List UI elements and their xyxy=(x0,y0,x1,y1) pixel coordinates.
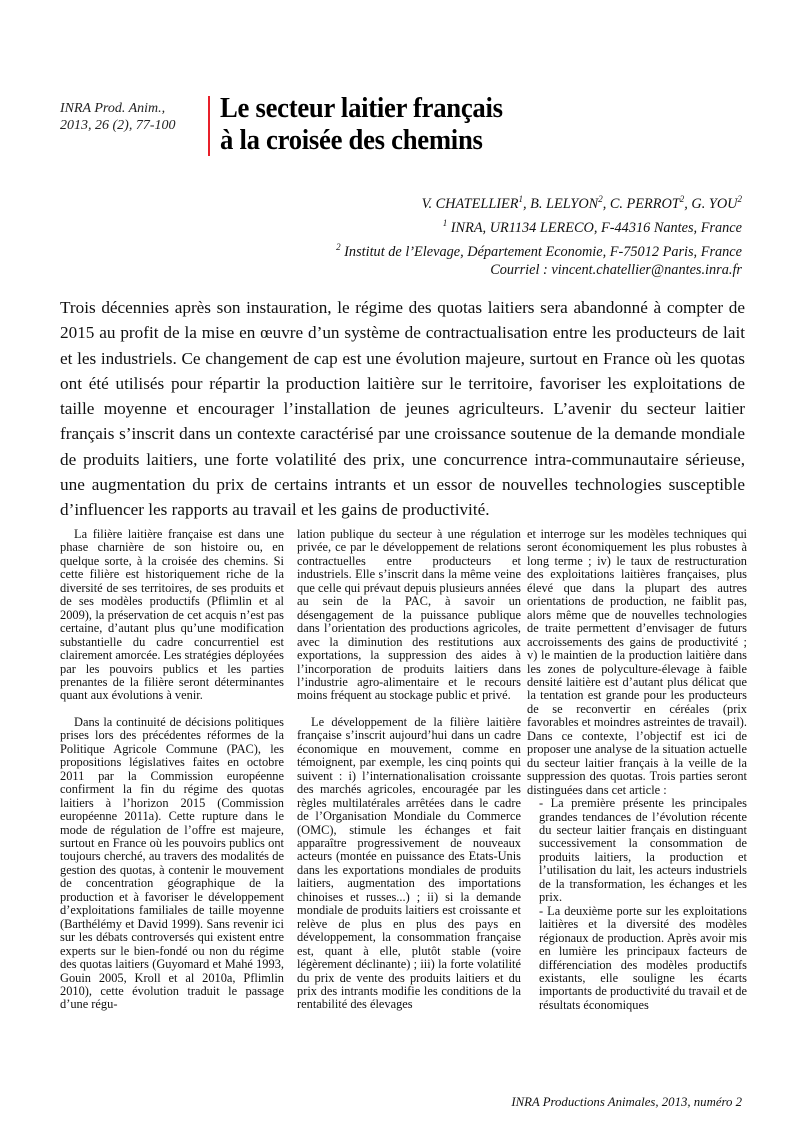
abstract: Trois décennies après son instauration, le régime des quotas laitiers sera abandonné à compter de 2015 au profit de la mise en œuvre d’un système de contractualisation entre les producteurs de lait et les industriels. Ce changement de cap est une évolution majeure, surtout en France où les quotas ont été utilisés pour répartir la production laitière sur le territoire, favoriser les exploitations de taille moyenne et encourager l’installation de jeunes agriculteurs. L’avenir du secteur laitier français s’inscrit dans un contexte caractérisé par une croissance soutenue de la demande mondiale de produits laitiers, une forte volatilité des prix, une concurrence intra-communautaire sérieuse, une augmentation du prix de certains intrants et un essor de nouvelles technologies susceptible d’influencer les rapports au travail et les gains de productivité. xyxy=(60,298,745,520)
body-column-3 xyxy=(527,528,747,1012)
author-separator: , xyxy=(602,195,610,212)
author-affiliation-mark: 2 xyxy=(737,194,742,204)
journal-reference xyxy=(60,100,176,134)
author-affiliation-mark: 1 xyxy=(518,194,523,204)
body-paragraph: Dans la continuité de décisions politiques prises lors des précédentes réformes de la Politique Agricole Commune (PAC), les propositions législatives faites en octobre 2011 par la Commission européenne confirment la fin du régime des quotas laitiers à l’horizon 2015 (Commission européenne 2011a). Cette rupture dans le mode de régulation de l’offre est majeure, surtout en France où les pouvoirs publics ont toujours cherché, au travers des modalités de gestion des quotas, à contenir le mouvement de concentration géographique de la production et à favoriser le développement d’exploitations familiales de taille moyenne (Barthélémy et David 1999). Sans revenir ici sur les débats controversés qui existent entre experts sur le bien-fondé ou non du régime des quotas laitiers (Guyomard et Mahé 1993, Gouin 2005, Kroll et al 2010a, Pflimlin 2010), cette évolution traduit le passage d’une régu- xyxy=(60,714,284,1012)
article-title xyxy=(220,92,503,156)
body-column-2 xyxy=(297,528,521,1012)
body-paragraph: lation publique du secteur à une régulation privée, ce par le développement de relations contractuelles entre producteurs et industriels. Elle s’inscrit dans la même veine que celle qui prévaut depuis plusieurs années au sein de la PAC, à savoir un désengagement de la puissance publique dans l’orientation des productions agricoles, avec la diminution des restitutions aux exportations, la suppression des aides à l’incorporation de produits laitiers dans l’industrie agro-alimentaire et le recours moins fréquent au stockage public et privé. xyxy=(297,527,521,703)
journal-ref-line2: 2013, 26 (2), 77-100 xyxy=(60,118,176,133)
journal-ref-line1: INRA Prod. Anim., xyxy=(60,101,166,116)
page-footer: INRA Productions Animales, 2013, numéro 2 xyxy=(511,1095,742,1109)
title-line1: Le secteur laitier français xyxy=(220,92,503,124)
author-block xyxy=(336,190,742,280)
title-accent-bar xyxy=(208,96,210,156)
author-separator: , xyxy=(523,195,531,212)
author-affiliation-mark: 2 xyxy=(598,194,603,204)
author-name: G. YOU xyxy=(691,195,738,212)
author-affiliation-mark: 2 xyxy=(679,194,685,204)
author-list xyxy=(336,190,742,214)
outline-item: - La deuxième porte sur les exploitations laitières et la diversité des modèles régionaux de production. Après avoir mis en lumière les principaux facteurs de différenciation des modèles productifs existants, elle souligne les écarts importants de productivité du travail et de résultats économiques xyxy=(539,903,747,1012)
author-name: V. CHATELLIER xyxy=(421,195,519,212)
body-paragraph: et interroge sur les modèles techniques qui seront économiquement les plus robustes à long terme ; iv) le taux de restructuration des exploitations laitières françaises, plus élevé que dans la plupart des autres orientations de production, ne faiblit pas, alors même que de nouvelles technologies de traite permettent d’envisager de futurs accroissements des gains de productivité ; v) le maintien de la production laitière dans les zones de polyculture-élevage à faible densité laitière est d’autant plus délicat que la tentation est grande pour les producteurs de se reconvertir en céréales (prix favorables et moindres astreintes de travail). Dans ce contexte, l’objectif est ici de proposer une analyse de la situation actuelle du secteur laitier français à la veille de la suppression des quotas. Trois parties seront distinguées dans cet article : xyxy=(527,527,747,797)
title-line2: à la croisée des chemins xyxy=(220,124,483,156)
affiliation-1 xyxy=(336,214,742,238)
contact-email[interactable]: Courriel : vincent.chatellier@nantes.inra.fr xyxy=(490,262,742,279)
body-paragraph: Le développement de la filière laitière française s’inscrit aujourd’hui dans un cadre économique en mouvement, comme en témoignent, par exemple, les cinq points qui suivent : i) l’internationalisation croissante des marchés agricoles, encouragée par les règles multilatérales arrêtées dans le cadre de l’Organisation Mondiale du Commerce (OMC), stimule les échanges et fait apparaître progressivement de nouveaux acteurs (montée en puissance des Etats-Unis dans les exportations mondiales de produits laitiers, augmentation des importations chinoises et russes...) ; ii) si la demande mondiale de produits laitiers est croissante et relève de plus en plus des pays en développement, la consommation française est, quant à elle, plutôt stable (voire légèrement déclinante) ; iii) la forte volatilité du prix de vente des produits laitiers et du prix des intrants modifie les conditions de la rentabilité des élevages xyxy=(297,714,521,1012)
outline-item: - La première présente les principales grandes tendances de l’évolution récente du secteur laitier français en distinguant successivement la consommation de produits laitiers, la production et l’utilisation du lait, les acteurs industriels de la transformation, les échanges et les prix. xyxy=(539,796,747,905)
author-name: C. PERROT xyxy=(609,195,680,212)
affiliation-text: Institut de l’Elevage, Département Economie, F-75012 Paris, France xyxy=(340,243,742,260)
affiliation-number: 2 xyxy=(336,241,341,252)
author-name: B. LELYON xyxy=(530,195,599,212)
author-separator: , xyxy=(684,195,692,212)
body-paragraph: La filière laitière française est dans une phase charnière de son histoire ou, en quelque sorte, à la croisée des chemins. Si cette filière est historiquement riche de la diversité de ses territoires, de ses produits et de ses modèles productifs (Pflimlin et al 2009), la préservation de cet acquis n’est pas certaine, d’autant plus qu’une modification substantielle du cadre concurrentiel est clairement amorcée. Les stratégies déployées par les pouvoirs publics et les parties prenantes de la filière seront déterminantes quant aux évolutions à venir. xyxy=(60,527,284,703)
affiliation-2 xyxy=(336,238,742,262)
body-column-1 xyxy=(60,528,284,1012)
affiliation-text: INRA, UR1134 LERECO, F-44316 Nantes, France xyxy=(447,219,742,236)
affiliation-number: 1 xyxy=(442,217,448,228)
